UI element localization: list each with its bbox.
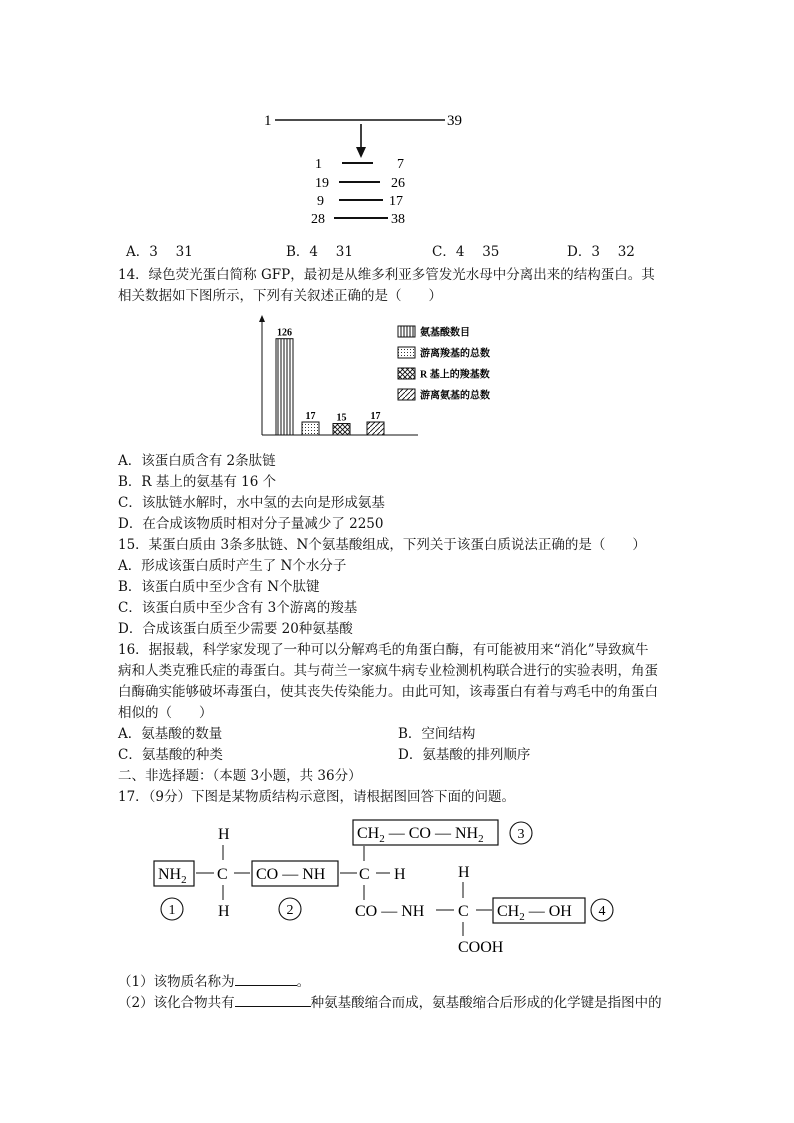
peptide-top-left-label: 1 xyxy=(264,113,272,129)
section-2-heading: 二、非选择题：（本题 3小题，共 36分） xyxy=(118,768,362,784)
peptide-cleavage-diagram xyxy=(255,106,485,236)
legend-swatch-1 xyxy=(398,326,415,337)
q14-stem-line2: 相关数据如下图所示，下列有关叙述正确的是（ ） xyxy=(118,288,442,304)
q13-option-c: C．4 35 xyxy=(432,244,500,260)
alpha-carbon-1: C xyxy=(217,866,228,883)
gfp-bar-chart xyxy=(250,312,510,442)
q15-option-d: D．合成该蛋白质至少需要 20种氨基酸 xyxy=(118,621,353,637)
q17-sub1-text: （1）该物质名称为 xyxy=(118,974,235,990)
segment-1-left: 1 xyxy=(315,157,322,172)
q15-option-a: A．形成该蛋白质时产生了 N个水分子 xyxy=(118,558,347,574)
segment-2-right: 26 xyxy=(391,176,405,191)
chart-y-axis-arrow xyxy=(259,315,265,322)
q17-sub2 xyxy=(118,992,662,1014)
q17-stem: 17．（9分）下图是某物质结构示意图，请根据图回答下面的问题。 xyxy=(118,789,516,805)
label-4: 4 xyxy=(598,904,606,919)
segment-3-left: 9 xyxy=(317,194,324,209)
q13-option-a: A．3 31 xyxy=(126,244,193,260)
q16-stem-line2: 病和人类克雅氏症的毒蛋白。其与荷兰一家疯牛病专业检测机构联合进行的实验表明，角蛋 xyxy=(118,663,658,679)
q16-option-a: A．氨基酸的数量 xyxy=(118,726,223,742)
cleavage-arrow-head xyxy=(356,147,366,158)
legend-label-2: 游离羧基的总数 xyxy=(420,348,490,360)
q17-sub2-text: （2）该化合物共有 xyxy=(118,995,235,1011)
q17-sub2-text-end: 种氨基酸缩合而成，氨基酸缩合后形成的化学键是指图中的 xyxy=(310,995,662,1011)
group-4-side-chain: $CH_2$ — OH xyxy=(497,903,572,923)
label-2: 2 xyxy=(286,903,294,918)
bar-4 xyxy=(367,422,384,435)
segment-4-left: 28 xyxy=(311,212,325,227)
q13-option-d: D．3 32 xyxy=(567,244,635,260)
label-3: 3 xyxy=(517,827,525,842)
peptide-top-right-label: 39 xyxy=(447,113,462,129)
bar-3 xyxy=(333,424,350,435)
legend-swatch-2 xyxy=(398,347,415,358)
bar-3-value-label: 15 xyxy=(336,412,347,424)
legend-label-4: 游离氨基的总数 xyxy=(420,390,490,402)
q14-option-d: D．在合成该物质时相对分子量减少了 2250 xyxy=(118,516,384,532)
q15-option-b: B．该蛋白质中至少含有 N个肽键 xyxy=(118,579,320,595)
segment-1-right: 7 xyxy=(397,157,404,172)
q16-option-d: D．氨基酸的排列顺序 xyxy=(398,747,531,763)
bar-2 xyxy=(302,422,319,435)
q16-option-c: C．氨基酸的种类 xyxy=(118,747,223,763)
q13-option-b: B．4 31 xyxy=(286,244,353,260)
q17-sub1-answer-blank[interactable] xyxy=(235,971,297,986)
q14-option-b: B．R 基上的氨基有 16 个 xyxy=(118,474,277,490)
q17-sub1 xyxy=(118,971,310,993)
h-right: H xyxy=(394,866,406,883)
group-2-peptide-bond: CO — NH xyxy=(256,866,326,883)
alpha-carbon-2: C xyxy=(359,866,370,883)
q14-stem-line1: 14．绿色荧光蛋白简称 GFP，最初是从维多利亚多管发光水母中分离出来的结构蛋白。其 xyxy=(118,267,655,283)
group-3-side-chain: $CH_2$ — CO — $NH_2$ xyxy=(357,825,484,845)
h-top: H xyxy=(218,826,230,843)
h-bottom: H xyxy=(218,903,230,920)
q16-option-b: B．空间结构 xyxy=(398,726,476,742)
q16-stem-line3: 白酶确实能够破坏毒蛋白，使其丧失传染能力。由此可知，该毒蛋白有着与鸡毛中的角蛋白 xyxy=(118,684,658,700)
q15-option-c: C．该蛋白质中至少含有 3个游离的羧基 xyxy=(118,600,358,616)
bar-2-value-label: 17 xyxy=(305,411,316,423)
peptide-structural-formula xyxy=(140,812,630,962)
segment-3-right: 17 xyxy=(389,194,403,209)
label-1: 1 xyxy=(168,903,176,918)
segment-2-left: 19 xyxy=(315,176,329,191)
q16-stem-line4: 相似的（ ） xyxy=(118,705,213,721)
segment-4-right: 38 xyxy=(391,212,405,227)
legend-label-3: R 基上的羧基数 xyxy=(420,369,490,381)
bar-1-value-label: 126 xyxy=(277,327,292,339)
group-1-amino: $NH_2$ xyxy=(158,866,187,886)
legend-swatch-3 xyxy=(398,368,415,379)
q14-option-c: C．该肽链水解时，水中氢的去向是形成氨基 xyxy=(118,495,385,511)
legend-label-1: 氨基酸数目 xyxy=(420,327,470,339)
bar-1 xyxy=(276,339,293,435)
bar-4-value-label: 17 xyxy=(370,411,381,423)
alpha-carbon-3: C xyxy=(458,903,469,920)
h-carbon-3: H xyxy=(458,864,470,881)
q14-option-a: A．该蛋白质含有 2条肽链 xyxy=(118,453,276,469)
q17-sub2-answer-blank[interactable] xyxy=(235,992,311,1007)
q15-stem: 15．某蛋白质由 3条多肽链、N个氨基酸组成，下列关于该蛋白质说法正确的是（ ） xyxy=(118,537,646,553)
peptide-bond-2: CO — NH xyxy=(355,903,425,920)
carboxyl-group: COOH xyxy=(458,939,504,956)
q16-stem-line1: 16．据报载，科学家发现了一种可以分解鸡毛的角蛋白酶，有可能被用来“消化”导致疯牛 xyxy=(118,642,649,658)
legend-swatch-4 xyxy=(398,389,415,400)
q17-sub1-end: 。 xyxy=(296,974,311,990)
